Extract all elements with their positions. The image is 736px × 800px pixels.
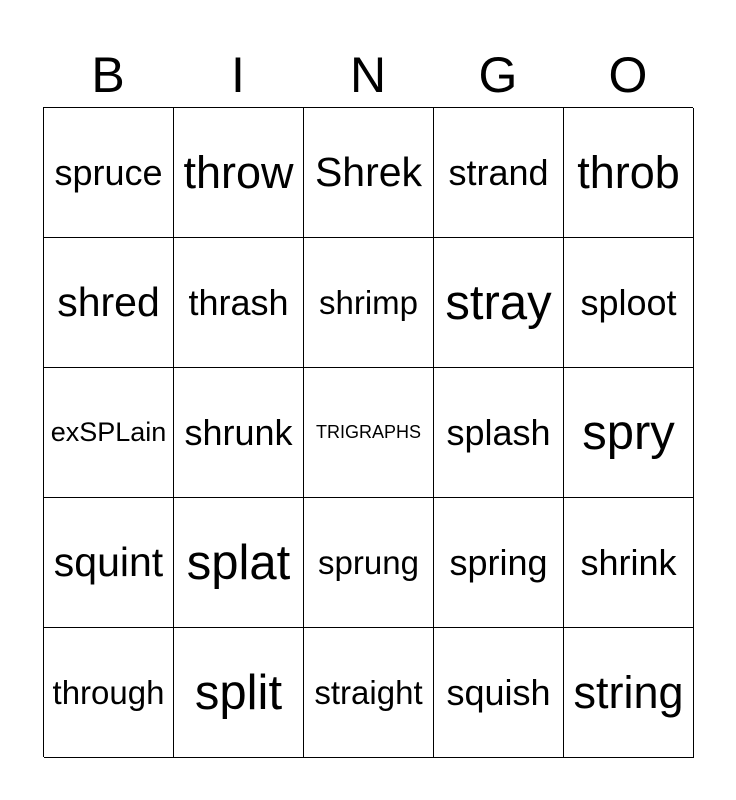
bingo-cell[interactable]: shrink (564, 498, 694, 628)
bingo-cell[interactable]: sploot (564, 238, 694, 368)
bingo-cell[interactable]: through (44, 628, 174, 758)
bingo-cell[interactable]: strand (434, 108, 564, 238)
bingo-cell[interactable]: exSPLain (44, 368, 174, 498)
header-letter-g: G (478, 47, 518, 103)
header-letter-i: I (231, 47, 245, 103)
bingo-cell[interactable]: spring (434, 498, 564, 628)
bingo-cell[interactable]: spry (564, 368, 694, 498)
bingo-cell[interactable]: squint (44, 498, 174, 628)
bingo-cell[interactable]: splat (174, 498, 304, 628)
bingo-cell[interactable]: Shrek (304, 108, 434, 238)
bingo-cell[interactable]: splash (434, 368, 564, 498)
bingo-cell[interactable]: straight (304, 628, 434, 758)
header-letter-n: N (349, 47, 387, 103)
bingo-cell[interactable]: string (564, 628, 694, 758)
bingo-cell[interactable]: sprung (304, 498, 434, 628)
bingo-cell[interactable]: shrunk (174, 368, 304, 498)
bingo-header (43, 44, 693, 106)
bingo-free-cell[interactable]: TRIGRAPHS (304, 368, 434, 498)
header-letter-b: B (91, 47, 125, 103)
bingo-cell[interactable]: squish (434, 628, 564, 758)
bingo-cell[interactable]: thrash (174, 238, 304, 368)
bingo-cell[interactable]: stray (434, 238, 564, 368)
bingo-cell[interactable]: split (174, 628, 304, 758)
bingo-board (43, 107, 693, 757)
bingo-cell[interactable]: shrimp (304, 238, 434, 368)
bingo-cell[interactable]: throw (174, 108, 304, 238)
bingo-cell[interactable]: shred (44, 238, 174, 368)
bingo-cell[interactable]: spruce (44, 108, 174, 238)
bingo-cell[interactable]: throb (564, 108, 694, 238)
header-letter-o: O (608, 47, 648, 103)
